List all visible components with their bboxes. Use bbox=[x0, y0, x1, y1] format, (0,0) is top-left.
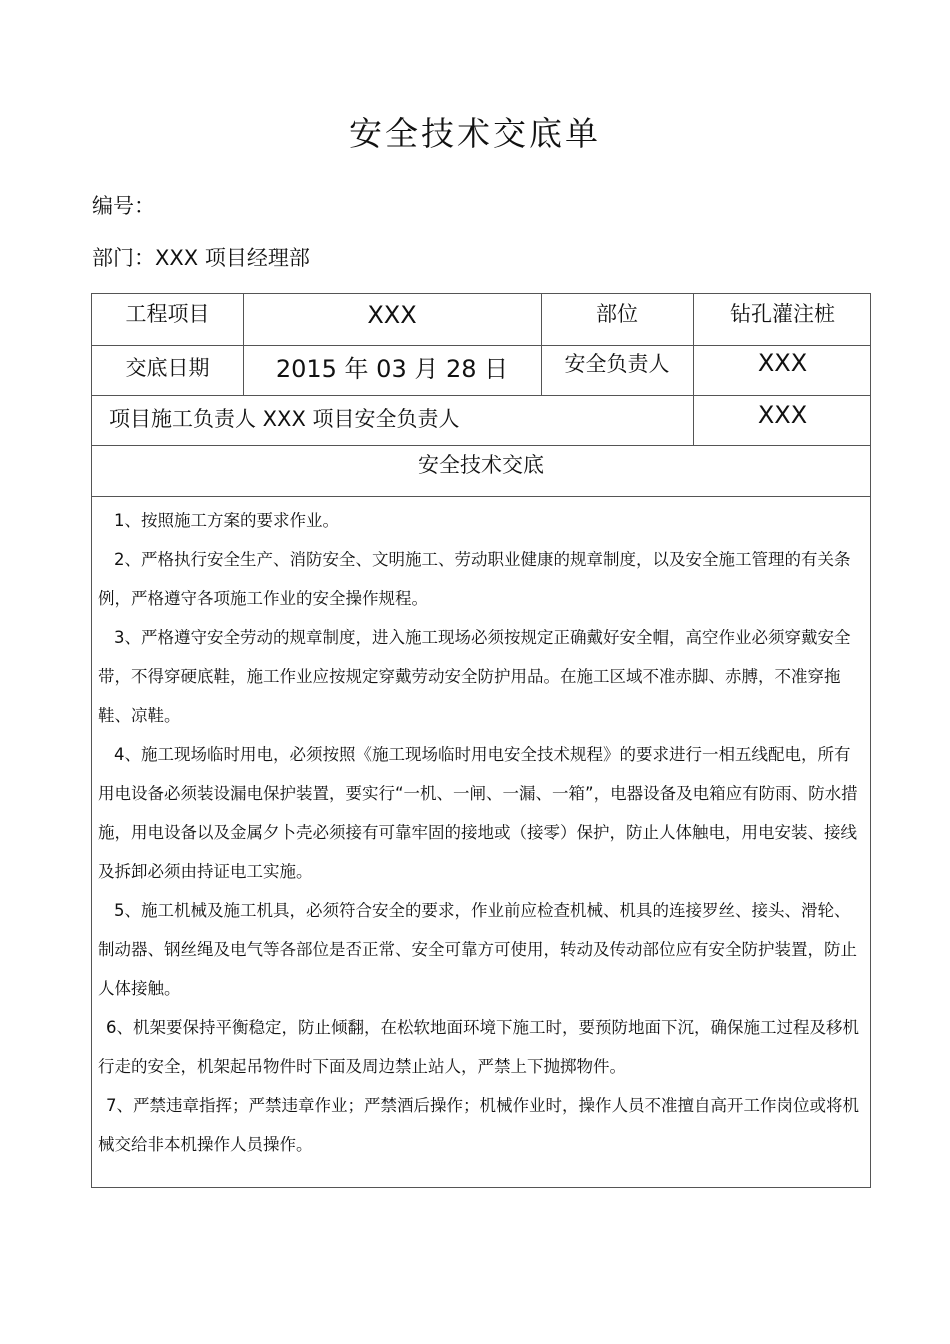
project-value: XXX bbox=[367, 301, 417, 329]
disclosure-form-table bbox=[91, 293, 871, 1188]
project-label: 工程项目 bbox=[125, 302, 210, 326]
disclosure-item bbox=[98, 618, 862, 735]
responsible-persons-value: XXX bbox=[757, 401, 808, 429]
safety-officer-label: 安全负责人 bbox=[564, 352, 670, 376]
date-label: 交底日期 bbox=[125, 356, 210, 380]
document-number bbox=[92, 190, 155, 220]
disclosure-item-text: 5、施工机械及施工机具，必须符合安全的要求，作业前应检查机械、机具的连接罗丝、接头、滑轮、制动器、钢丝绳及电气等各部位是否正常、安全可靠方可使用，转动及传动部位应有安全防护装置，防止人体接触。 bbox=[98, 901, 857, 998]
disclosure-item bbox=[98, 735, 862, 891]
safety-officer-value: XXX bbox=[757, 349, 808, 377]
row-divider bbox=[92, 345, 870, 346]
disclosure-item bbox=[98, 1086, 862, 1164]
responsible-persons-text: 项目施工负责人 XXX 项目安全负责人 bbox=[109, 407, 460, 431]
disclosure-item-text: 3、严格遵守安全劳动的规章制度，进入施工现场必须按规定正确戴好安全帽，高空作业必须穿戴安全带，不得穿硬底鞋，施工作业应按规定穿戴劳动安全防护用品。在施工区域不准赤脚、赤膊，不准穿拖鞋、凉鞋。 bbox=[98, 628, 851, 725]
disclosure-item-text: 1、按照施工方案的要求作业。 bbox=[114, 511, 339, 530]
department-value: XXX 项目经理部 bbox=[155, 246, 310, 270]
disclosure-item bbox=[98, 1008, 862, 1086]
disclosure-item-text: 4、施工现场临时用电，必须按照《施工现场临时用电安全技术规程》的要求进行一相五线配电，所有用电设备必须装设漏电保护装置，要实行“一机、一闸、一漏、一箱”，电器设备及电箱应有防雨、防水措施，用电设备以及金属夕卜壳必须接有可靠牢固的接地或（接零）保护，防止人体触电，用电安装、接线及拆卸必须由持证电工实施。 bbox=[98, 745, 858, 881]
section-title: 安全技术交底 bbox=[418, 453, 544, 477]
location-label: 部位 bbox=[596, 302, 638, 326]
location-value: 钻孔灌注桩 bbox=[730, 302, 835, 326]
disclosure-item bbox=[98, 891, 862, 1008]
disclosure-content bbox=[98, 501, 862, 1164]
department-line bbox=[92, 242, 310, 272]
document-title: 安全技术交底单 bbox=[349, 114, 601, 153]
number-label: 编号： bbox=[92, 194, 155, 218]
disclosure-item bbox=[98, 501, 862, 540]
row-divider bbox=[92, 496, 870, 497]
department-label: 部门： bbox=[92, 246, 155, 270]
disclosure-item-text: 6、机架要保持平衡稳定，防止倾翻，在松软地面环境下施工时，要预防地面下沉，确保施工过程及移机行走的安全，机架起吊物件时下面及周边禁止站人，严禁上下抛掷物件。 bbox=[98, 1018, 859, 1076]
row-divider bbox=[92, 445, 870, 446]
row-divider bbox=[92, 395, 870, 396]
disclosure-item-text: 2、严格执行安全生产、消防安全、文明施工、劳动职业健康的规章制度，以及安全施工管理的有关条例，严格遵守各项施工作业的安全操作规程。 bbox=[98, 550, 851, 608]
date-value: 2015 年 03 月 28 日 bbox=[275, 355, 509, 383]
disclosure-item bbox=[98, 540, 862, 618]
disclosure-item-text: 7、严禁违章指挥；严禁违章作业；严禁酒后操作；机械作业时，操作人员不准擅自高开工作岗位或将机械交给非本机操作人员操作。 bbox=[98, 1096, 859, 1154]
